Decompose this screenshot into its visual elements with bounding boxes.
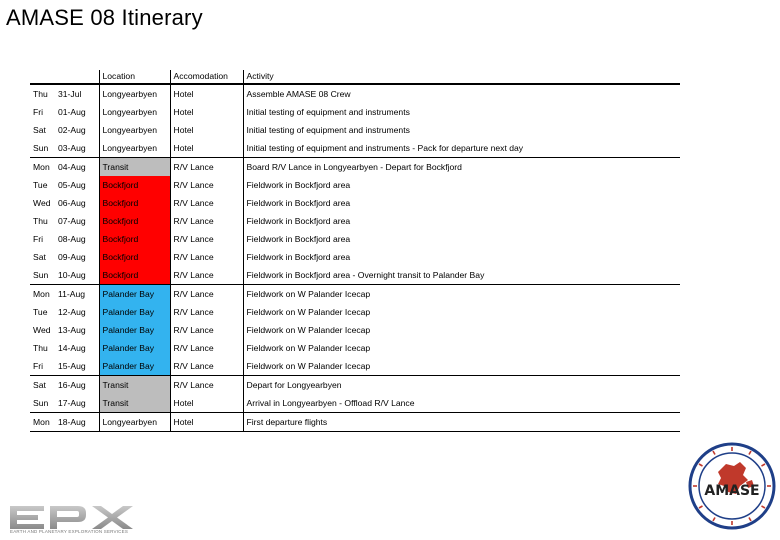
table-row — [30, 394, 680, 413]
epx-tagline — [10, 529, 128, 534]
row-location: Bockfjord — [99, 266, 170, 285]
row-date: 11-Aug — [58, 289, 86, 299]
row-location: Bockfjord — [99, 230, 170, 248]
row-accommodation: R/V Lance — [170, 285, 243, 304]
table-row — [30, 176, 680, 194]
row-activity: Assemble AMASE 08 Crew — [243, 84, 680, 103]
row-location: Palander Bay — [99, 285, 170, 304]
row-location: Transit — [99, 394, 170, 413]
row-location: Longyearbyen — [99, 84, 170, 103]
table-row — [30, 321, 680, 339]
row-day: Sat — [33, 252, 46, 262]
row-date: 12-Aug — [58, 307, 86, 317]
row-accommodation: R/V Lance — [170, 321, 243, 339]
itinerary-rows — [30, 84, 680, 432]
row-date: 09-Aug — [58, 252, 86, 262]
row-activity: Initial testing of equipment and instruments — [243, 121, 680, 139]
row-location: Longyearbyen — [99, 413, 170, 432]
row-accommodation: R/V Lance — [170, 339, 243, 357]
row-date: 14-Aug — [58, 343, 86, 353]
header-activity: Activity — [243, 70, 680, 84]
table-row — [30, 376, 680, 395]
amase-wordmark: AMASE — [704, 483, 760, 499]
header-date — [55, 70, 99, 84]
row-activity: Fieldwork in Bockfjord area - Overnight transit to Palander Bay — [243, 266, 680, 285]
row-location: Palander Bay — [99, 303, 170, 321]
header-accommodation: Accomodation — [170, 70, 243, 84]
row-activity: Fieldwork in Bockfjord area — [243, 212, 680, 230]
row-day: Tue — [33, 307, 48, 317]
table-row — [30, 194, 680, 212]
table-row — [30, 303, 680, 321]
row-day: Mon — [33, 162, 50, 172]
row-date: 15-Aug — [55, 357, 99, 376]
header-day — [30, 70, 55, 84]
row-accommodation: R/V Lance — [170, 230, 243, 248]
row-date: 01-Aug — [58, 107, 86, 117]
page-title: AMASE 08 Itinerary — [6, 5, 203, 30]
row-day: Mon — [30, 413, 55, 432]
table-row — [30, 357, 680, 376]
row-accommodation: Hotel — [170, 84, 243, 103]
row-date: 17-Aug — [55, 394, 99, 413]
row-day: Thu — [33, 343, 48, 353]
row-location: Transit — [99, 158, 170, 177]
table-header-row — [30, 70, 680, 84]
row-activity: Fieldwork in Bockfjord area — [243, 194, 680, 212]
row-location: Longyearbyen — [99, 103, 170, 121]
row-date: 31-Jul — [55, 84, 99, 103]
row-date: 18-Aug — [55, 413, 99, 432]
row-accommodation: R/V Lance — [170, 158, 243, 177]
row-location: Bockfjord — [99, 194, 170, 212]
row-day: Fri — [30, 357, 55, 376]
table-row — [30, 230, 680, 248]
row-accommodation: Hotel — [170, 394, 243, 413]
itinerary-table-container — [30, 70, 680, 432]
row-date: 10-Aug — [55, 266, 99, 285]
row-location: Palander Bay — [99, 339, 170, 357]
row-date: 08-Aug — [58, 234, 86, 244]
table-row — [30, 212, 680, 230]
row-date: 05-Aug — [58, 180, 86, 190]
row-date: 02-Aug — [58, 125, 86, 135]
row-day: Sun — [30, 139, 55, 158]
table-row — [30, 158, 680, 177]
row-location: Palander Bay — [99, 321, 170, 339]
row-day: Thu — [33, 216, 48, 226]
row-activity: Fieldwork in Bockfjord area — [243, 230, 680, 248]
epx-tagline-text: EARTH AND PLANETARY EXPLORATION SERVICES — [10, 529, 129, 534]
table-row — [30, 103, 680, 121]
row-day: Sun — [30, 266, 55, 285]
row-accommodation: Hotel — [170, 413, 243, 432]
table-row — [30, 139, 680, 158]
table-row — [30, 84, 680, 103]
row-activity: Fieldwork in Bockfjord area — [243, 176, 680, 194]
row-day: Sat — [33, 125, 46, 135]
row-accommodation: Hotel — [170, 103, 243, 121]
row-activity: Fieldwork on W Palander Icecap — [243, 357, 680, 376]
row-day: Thu — [30, 84, 55, 103]
row-date: 04-Aug — [58, 162, 86, 172]
row-accommodation: R/V Lance — [170, 176, 243, 194]
table-row — [30, 413, 680, 432]
row-day: Fri — [33, 234, 44, 244]
header-location: Location — [99, 70, 170, 84]
row-day: Mon — [33, 289, 50, 299]
amase-seal-logo — [688, 442, 776, 530]
row-date: 03-Aug — [55, 139, 99, 158]
row-day: Wed — [33, 198, 51, 208]
row-activity: Fieldwork in Bockfjord area — [243, 248, 680, 266]
row-accommodation: R/V Lance — [170, 248, 243, 266]
row-activity: Fieldwork on W Palander Icecap — [243, 339, 680, 357]
row-activity: Board R/V Lance in Longyearbyen - Depart for Bockfjord — [243, 158, 680, 177]
row-location: Bockfjord — [99, 248, 170, 266]
row-activity: Fieldwork on W Palander Icecap — [243, 303, 680, 321]
row-day: Tue — [33, 180, 48, 190]
row-accommodation: R/V Lance — [170, 303, 243, 321]
row-activity: Initial testing of equipment and instruments - Pack for departure next day — [243, 139, 680, 158]
row-activity: Fieldwork on W Palander Icecap — [243, 285, 680, 304]
row-accommodation: R/V Lance — [170, 212, 243, 230]
row-activity: Fieldwork on W Palander Icecap — [243, 321, 680, 339]
row-accommodation: Hotel — [170, 139, 243, 158]
row-location: Transit — [99, 376, 170, 395]
table-row — [30, 248, 680, 266]
table-row — [30, 285, 680, 304]
row-day: Sat — [33, 380, 46, 390]
row-day: Fri — [33, 107, 44, 117]
row-accommodation: Hotel — [170, 121, 243, 139]
row-activity: First departure flights — [243, 413, 680, 432]
row-activity: Depart for Longyearbyen — [243, 376, 680, 395]
row-day: Wed — [33, 325, 51, 335]
row-day: Sun — [30, 394, 55, 413]
table-row — [30, 339, 680, 357]
row-accommodation: R/V Lance — [170, 376, 243, 395]
itinerary-table — [30, 70, 680, 432]
row-accommodation: R/V Lance — [170, 194, 243, 212]
row-location: Bockfjord — [99, 176, 170, 194]
row-date: 16-Aug — [58, 380, 86, 390]
row-location: Bockfjord — [99, 212, 170, 230]
row-activity: Initial testing of equipment and instruments — [243, 103, 680, 121]
row-accommodation: R/V Lance — [170, 357, 243, 376]
row-location: Longyearbyen — [99, 121, 170, 139]
row-location: Palander Bay — [99, 357, 170, 376]
row-date: 06-Aug — [58, 198, 86, 208]
table-row — [30, 121, 680, 139]
row-activity: Arrival in Longyearbyen - Offload R/V Lance — [243, 394, 680, 413]
row-location: Longyearbyen — [99, 139, 170, 158]
row-accommodation: R/V Lance — [170, 266, 243, 285]
table-row — [30, 266, 680, 285]
row-date: 13-Aug — [58, 325, 86, 335]
row-date: 07-Aug — [58, 216, 86, 226]
